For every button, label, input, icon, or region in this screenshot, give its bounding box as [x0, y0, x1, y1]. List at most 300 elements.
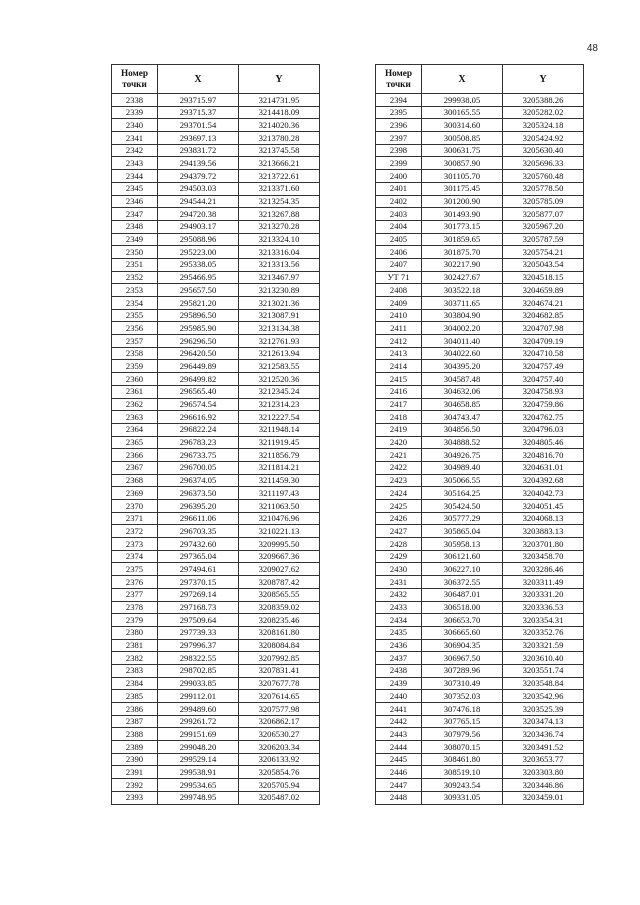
table-row: [112, 753, 320, 766]
x-coordinate-cell: 296574.54: [158, 398, 239, 411]
table-row: [112, 550, 320, 563]
table-header-row: [376, 65, 584, 94]
point-number-header: [376, 65, 422, 94]
point-number-cell: 2356: [112, 322, 158, 335]
x-coordinate-cell: 299748.95: [158, 791, 239, 804]
x-coordinate-cell: 305164.25: [422, 487, 503, 500]
x-coordinate-cell: 295821.20: [158, 297, 239, 310]
x-coordinate-cell: 309243.54: [422, 779, 503, 792]
point-number-cell: 2393: [112, 791, 158, 804]
point-number-cell: 2439: [376, 677, 422, 690]
y-coordinate-cell: 3212583.55: [239, 360, 320, 373]
point-number-cell: 2409: [376, 297, 422, 310]
y-coordinate-cell: 3205778.50: [503, 182, 584, 195]
table-row: [112, 309, 320, 322]
y-coordinate-cell: 3206203.34: [239, 741, 320, 754]
y-coordinate-cell: 3213087.91: [239, 309, 320, 322]
point-number-cell: 2387: [112, 715, 158, 728]
x-coordinate-cell: 296499.82: [158, 373, 239, 386]
y-coordinate-cell: 3203311.49: [503, 576, 584, 589]
y-coordinate-cell: 3204659.89: [503, 284, 584, 297]
x-coordinate-cell: 295466.95: [158, 271, 239, 284]
point-number-cell: 2373: [112, 538, 158, 551]
y-coordinate-cell: 3213745.58: [239, 144, 320, 157]
x-coordinate-cell: 294139.56: [158, 157, 239, 170]
y-coordinate-cell: 3206133.92: [239, 753, 320, 766]
point-number-cell: 2343: [112, 157, 158, 170]
x-coordinate-cell: 297494.61: [158, 563, 239, 576]
x-coordinate-cell: 299033.85: [158, 677, 239, 690]
x-coordinate-cell: 302217.90: [422, 258, 503, 271]
x-coordinate-cell: 296822.24: [158, 423, 239, 436]
table-row: [376, 335, 584, 348]
table-row: [112, 652, 320, 665]
y-coordinate-cell: 3208787.42: [239, 576, 320, 589]
table-row: [376, 246, 584, 259]
table-row: [376, 258, 584, 271]
y-coordinate-cell: 3209995.50: [239, 538, 320, 551]
table-row: [376, 461, 584, 474]
table-row: [376, 157, 584, 170]
point-number-cell: 2395: [376, 106, 422, 119]
table-row: [112, 220, 320, 233]
x-coordinate-cell: 295338.05: [158, 258, 239, 271]
y-coordinate-cell: 3211948.14: [239, 423, 320, 436]
y-coordinate-cell: 3204682.85: [503, 309, 584, 322]
table-row: [376, 423, 584, 436]
coordinates-table-left: [111, 64, 320, 805]
y-coordinate-cell: 3206530.27: [239, 728, 320, 741]
y-coordinate-cell: 3205487.02: [239, 791, 320, 804]
x-coordinate-cell: 304002.20: [422, 322, 503, 335]
point-number-cell: 2345: [112, 182, 158, 195]
x-coordinate-cell: 301200.90: [422, 195, 503, 208]
point-number-cell: 2447: [376, 779, 422, 792]
coordinates-table-right: [375, 64, 584, 805]
point-number-cell: 2363: [112, 411, 158, 424]
y-coordinate-cell: 3209027.62: [239, 563, 320, 576]
y-coordinate-cell: 3205043.54: [503, 258, 584, 271]
table-row: [376, 309, 584, 322]
x-coordinate-cell: 294544.21: [158, 195, 239, 208]
table-row: [112, 322, 320, 335]
x-coordinate-cell: 297739.33: [158, 626, 239, 639]
x-coordinate-cell: 304926.75: [422, 449, 503, 462]
x-coordinate-cell: 299538.91: [158, 766, 239, 779]
x-coordinate-cell: 304587.48: [422, 373, 503, 386]
table-row: [112, 297, 320, 310]
table-row: [112, 766, 320, 779]
table-row: [376, 550, 584, 563]
point-number-cell: 2444: [376, 741, 422, 754]
y-coordinate-cell: 3205877.07: [503, 208, 584, 221]
x-coordinate-cell: 304888.52: [422, 436, 503, 449]
y-coordinate-cell: 3214731.95: [239, 94, 320, 107]
table-row: [112, 398, 320, 411]
x-coordinate-cell: 296616.92: [158, 411, 239, 424]
table-row: [112, 423, 320, 436]
x-coordinate-cell: 304856.50: [422, 423, 503, 436]
table-row: [376, 411, 584, 424]
y-coordinate-cell: 3207831.41: [239, 664, 320, 677]
point-number-cell: 2355: [112, 309, 158, 322]
x-coordinate-cell: 308461.80: [422, 753, 503, 766]
table-row: [376, 106, 584, 119]
y-coordinate-cell: 3203354.31: [503, 614, 584, 627]
table-row: [112, 335, 320, 348]
point-number-cell: 2424: [376, 487, 422, 500]
point-number-cell: 2442: [376, 715, 422, 728]
x-coordinate-cell: 297365.04: [158, 550, 239, 563]
table-row: [112, 119, 320, 132]
x-coordinate-cell: 299938.05: [422, 94, 503, 107]
table-row: [112, 94, 320, 107]
y-coordinate-cell: 3213313.56: [239, 258, 320, 271]
table-row: [376, 385, 584, 398]
point-number-cell: 2396: [376, 119, 422, 132]
point-number-cell: 2436: [376, 639, 422, 652]
table-row: [112, 385, 320, 398]
x-coordinate-cell: 306967.50: [422, 652, 503, 665]
point-number-cell: 2340: [112, 119, 158, 132]
table-row: [376, 449, 584, 462]
header-label-line2: точки: [386, 79, 411, 89]
x-coordinate-cell: 295657.50: [158, 284, 239, 297]
table-row: [376, 576, 584, 589]
x-coordinate-cell: 309331.05: [422, 791, 503, 804]
y-coordinate-cell: 3204710.58: [503, 347, 584, 360]
y-coordinate-cell: 3211814.21: [239, 461, 320, 474]
x-coordinate-cell: 296783.23: [158, 436, 239, 449]
table-row: [376, 170, 584, 183]
table-row: [376, 690, 584, 703]
point-number-cell: 2416: [376, 385, 422, 398]
y-coordinate-cell: 3211459.30: [239, 474, 320, 487]
point-number-cell: 2403: [376, 208, 422, 221]
point-number-cell: 2438: [376, 664, 422, 677]
y-coordinate-cell: 3205282.02: [503, 106, 584, 119]
y-coordinate-cell: 3204051.45: [503, 500, 584, 513]
x-coordinate-cell: 296611.06: [158, 512, 239, 525]
x-coordinate-cell: 308070.15: [422, 741, 503, 754]
table-row: [376, 753, 584, 766]
y-header: Y: [239, 65, 320, 94]
table-row: [376, 474, 584, 487]
table-row: [112, 563, 320, 576]
y-coordinate-cell: 3213324.10: [239, 233, 320, 246]
x-coordinate-cell: 297996.37: [158, 639, 239, 652]
x-coordinate-cell: 304743.47: [422, 411, 503, 424]
y-coordinate-cell: 3209667.36: [239, 550, 320, 563]
x-header: X: [158, 65, 239, 94]
y-coordinate-cell: 3203352.76: [503, 626, 584, 639]
point-number-cell: 2378: [112, 601, 158, 614]
table-row: [376, 715, 584, 728]
y-coordinate-cell: 3203458.70: [503, 550, 584, 563]
y-coordinate-cell: 3203653.77: [503, 753, 584, 766]
point-number-cell: 2369: [112, 487, 158, 500]
table-row: [112, 639, 320, 652]
point-number-cell: 2413: [376, 347, 422, 360]
x-coordinate-cell: 306227.10: [422, 563, 503, 576]
table-row: [376, 487, 584, 500]
x-coordinate-cell: 307289.96: [422, 664, 503, 677]
table-row: [112, 258, 320, 271]
y-coordinate-cell: 3205785.09: [503, 195, 584, 208]
y-coordinate-cell: 3203436.74: [503, 728, 584, 741]
table-row: [376, 144, 584, 157]
x-coordinate-cell: 296700.05: [158, 461, 239, 474]
y-coordinate-cell: 3203491.52: [503, 741, 584, 754]
y-coordinate-cell: 3204392.68: [503, 474, 584, 487]
x-coordinate-cell: 293715.97: [158, 94, 239, 107]
point-number-cell: 2404: [376, 220, 422, 233]
x-coordinate-cell: 306487.01: [422, 588, 503, 601]
y-coordinate-cell: 3204762.75: [503, 411, 584, 424]
point-number-cell: 2354: [112, 297, 158, 310]
x-coordinate-cell: 295223.00: [158, 246, 239, 259]
point-number-cell: 2372: [112, 525, 158, 538]
point-number-cell: 2382: [112, 652, 158, 665]
y-coordinate-cell: 3205967.20: [503, 220, 584, 233]
x-coordinate-cell: 293697.13: [158, 132, 239, 145]
table-row: [376, 791, 584, 804]
y-coordinate-cell: 3204631.01: [503, 461, 584, 474]
y-coordinate-cell: 3213230.89: [239, 284, 320, 297]
y-coordinate-cell: 3212613.94: [239, 347, 320, 360]
point-number-cell: 2417: [376, 398, 422, 411]
table-row: [112, 677, 320, 690]
table-row: [376, 588, 584, 601]
point-number-cell: 2350: [112, 246, 158, 259]
point-number-cell: 2341: [112, 132, 158, 145]
y-header: Y: [503, 65, 584, 94]
x-coordinate-cell: 301493.90: [422, 208, 503, 221]
table-row: [112, 195, 320, 208]
table-row: [112, 601, 320, 614]
point-number-cell: 2392: [112, 779, 158, 792]
x-coordinate-cell: 303522.18: [422, 284, 503, 297]
point-number-cell: 2383: [112, 664, 158, 677]
y-coordinate-cell: 3213780.28: [239, 132, 320, 145]
y-coordinate-cell: 3205854.76: [239, 766, 320, 779]
point-number-cell: 2408: [376, 284, 422, 297]
point-number-cell: 2405: [376, 233, 422, 246]
table-row: [112, 474, 320, 487]
point-number-cell: 2418: [376, 411, 422, 424]
y-coordinate-cell: 3205324.18: [503, 119, 584, 132]
x-coordinate-cell: 299048.20: [158, 741, 239, 754]
point-number-cell: 2344: [112, 170, 158, 183]
x-coordinate-cell: 294720.38: [158, 208, 239, 221]
y-coordinate-cell: 3203542.96: [503, 690, 584, 703]
point-number-cell: 2431: [376, 576, 422, 589]
table-row: [376, 119, 584, 132]
x-coordinate-cell: 297269.14: [158, 588, 239, 601]
x-coordinate-cell: 294379.72: [158, 170, 239, 183]
x-coordinate-cell: 307310.49: [422, 677, 503, 690]
y-coordinate-cell: 3212345.24: [239, 385, 320, 398]
x-coordinate-cell: 296420.50: [158, 347, 239, 360]
y-coordinate-cell: 3213316.04: [239, 246, 320, 259]
y-coordinate-cell: 3204757.49: [503, 360, 584, 373]
x-coordinate-cell: 301875.70: [422, 246, 503, 259]
table-row: [112, 271, 320, 284]
table-row: [112, 715, 320, 728]
table-row: [376, 538, 584, 551]
point-number-cell: 2423: [376, 474, 422, 487]
table-row: [376, 132, 584, 145]
y-coordinate-cell: 3211197.43: [239, 487, 320, 500]
y-coordinate-cell: 3203525.39: [503, 703, 584, 716]
y-coordinate-cell: 3204042.73: [503, 487, 584, 500]
y-coordinate-cell: 3203331.20: [503, 588, 584, 601]
table-row: [112, 284, 320, 297]
point-number-cell: 2391: [112, 766, 158, 779]
point-number-cell: 2358: [112, 347, 158, 360]
point-number-cell: 2441: [376, 703, 422, 716]
y-coordinate-cell: 3204518.15: [503, 271, 584, 284]
y-coordinate-cell: 3203551.74: [503, 664, 584, 677]
point-number-cell: 2412: [376, 335, 422, 348]
point-number-cell: 2353: [112, 284, 158, 297]
y-coordinate-cell: 3203701.80: [503, 538, 584, 551]
y-coordinate-cell: 3204709.19: [503, 335, 584, 348]
point-number-cell: 2435: [376, 626, 422, 639]
point-number-cell: 2426: [376, 512, 422, 525]
y-coordinate-cell: 3208235.46: [239, 614, 320, 627]
point-number-cell: 2397: [376, 132, 422, 145]
y-coordinate-cell: 3208359.02: [239, 601, 320, 614]
point-number-cell: 2338: [112, 94, 158, 107]
table-row: [112, 626, 320, 639]
table-row: [112, 170, 320, 183]
y-coordinate-cell: 3204674.21: [503, 297, 584, 310]
table-row: [376, 360, 584, 373]
table-row: [376, 677, 584, 690]
x-coordinate-cell: 294903.17: [158, 220, 239, 233]
x-coordinate-cell: 307765.15: [422, 715, 503, 728]
table-row: [112, 157, 320, 170]
point-number-cell: 2376: [112, 576, 158, 589]
x-coordinate-cell: 307352.03: [422, 690, 503, 703]
table-row: [376, 182, 584, 195]
y-coordinate-cell: 3205696.33: [503, 157, 584, 170]
table-header-row: [112, 65, 320, 94]
y-coordinate-cell: 3208161.80: [239, 626, 320, 639]
y-coordinate-cell: 3207577.98: [239, 703, 320, 716]
table-row: [376, 500, 584, 513]
table-row: [376, 233, 584, 246]
y-coordinate-cell: 3214418.09: [239, 106, 320, 119]
table-row: [376, 512, 584, 525]
table-row: [112, 233, 320, 246]
y-coordinate-cell: 3208084.84: [239, 639, 320, 652]
table-row: [112, 144, 320, 157]
point-number-cell: 2374: [112, 550, 158, 563]
table-row: [376, 284, 584, 297]
x-coordinate-cell: 296373.50: [158, 487, 239, 500]
point-number-cell: 2422: [376, 461, 422, 474]
point-number-cell: 2384: [112, 677, 158, 690]
x-coordinate-cell: 294503.03: [158, 182, 239, 195]
x-coordinate-cell: 293831.72: [158, 144, 239, 157]
x-coordinate-cell: 300508.85: [422, 132, 503, 145]
header-label-line1: Номер: [384, 68, 412, 78]
table-row: [376, 703, 584, 716]
table-row: [376, 220, 584, 233]
y-coordinate-cell: 3211063.50: [239, 500, 320, 513]
y-coordinate-cell: 3211856.79: [239, 449, 320, 462]
point-number-cell: 2365: [112, 436, 158, 449]
point-number-cell: 2406: [376, 246, 422, 259]
y-coordinate-cell: 3213666.21: [239, 157, 320, 170]
x-coordinate-cell: 304989.40: [422, 461, 503, 474]
y-coordinate-cell: 3203610.40: [503, 652, 584, 665]
y-coordinate-cell: 3207614.65: [239, 690, 320, 703]
y-coordinate-cell: 3212227.54: [239, 411, 320, 424]
table-row: [112, 588, 320, 601]
x-coordinate-cell: 299261.72: [158, 715, 239, 728]
x-coordinate-cell: 296703.35: [158, 525, 239, 538]
point-number-cell: 2390: [112, 753, 158, 766]
point-number-cell: 2366: [112, 449, 158, 462]
y-coordinate-cell: 3204757.40: [503, 373, 584, 386]
point-number-cell: 2361: [112, 385, 158, 398]
x-coordinate-cell: 306518.00: [422, 601, 503, 614]
x-coordinate-cell: 298322.55: [158, 652, 239, 665]
y-coordinate-cell: 3213467.97: [239, 271, 320, 284]
point-number-cell: 2434: [376, 614, 422, 627]
point-number-cell: 2389: [112, 741, 158, 754]
x-coordinate-cell: 295896.50: [158, 309, 239, 322]
table-row: [112, 512, 320, 525]
point-number-cell: 2346: [112, 195, 158, 208]
y-coordinate-cell: 3207992.85: [239, 652, 320, 665]
point-number-cell: 2448: [376, 791, 422, 804]
table-row: [112, 461, 320, 474]
table-row: [112, 500, 320, 513]
y-coordinate-cell: 3203459.01: [503, 791, 584, 804]
x-coordinate-cell: 304011.40: [422, 335, 503, 348]
table-row: [112, 208, 320, 221]
y-coordinate-cell: 3214020.36: [239, 119, 320, 132]
point-number-cell: 2360: [112, 373, 158, 386]
point-number-cell: 2381: [112, 639, 158, 652]
point-number-cell: 2348: [112, 220, 158, 233]
x-coordinate-cell: 296565.40: [158, 385, 239, 398]
table-row: [112, 436, 320, 449]
table-row: [112, 525, 320, 538]
point-number-cell: 2420: [376, 436, 422, 449]
table-row: [376, 741, 584, 754]
x-coordinate-cell: 303804.90: [422, 309, 503, 322]
point-number-cell: 2339: [112, 106, 158, 119]
point-number-cell: 2437: [376, 652, 422, 665]
point-number-cell: 2357: [112, 335, 158, 348]
x-coordinate-cell: 297370.15: [158, 576, 239, 589]
x-coordinate-cell: 301859.65: [422, 233, 503, 246]
x-coordinate-cell: 299534.65: [158, 779, 239, 792]
table-row: [376, 297, 584, 310]
y-coordinate-cell: 3205754.21: [503, 246, 584, 259]
y-coordinate-cell: 3207677.78: [239, 677, 320, 690]
point-number-cell: 2362: [112, 398, 158, 411]
table-row: [112, 576, 320, 589]
point-number-cell: 2432: [376, 588, 422, 601]
y-coordinate-cell: 3213371.60: [239, 182, 320, 195]
y-coordinate-cell: 3213254.35: [239, 195, 320, 208]
